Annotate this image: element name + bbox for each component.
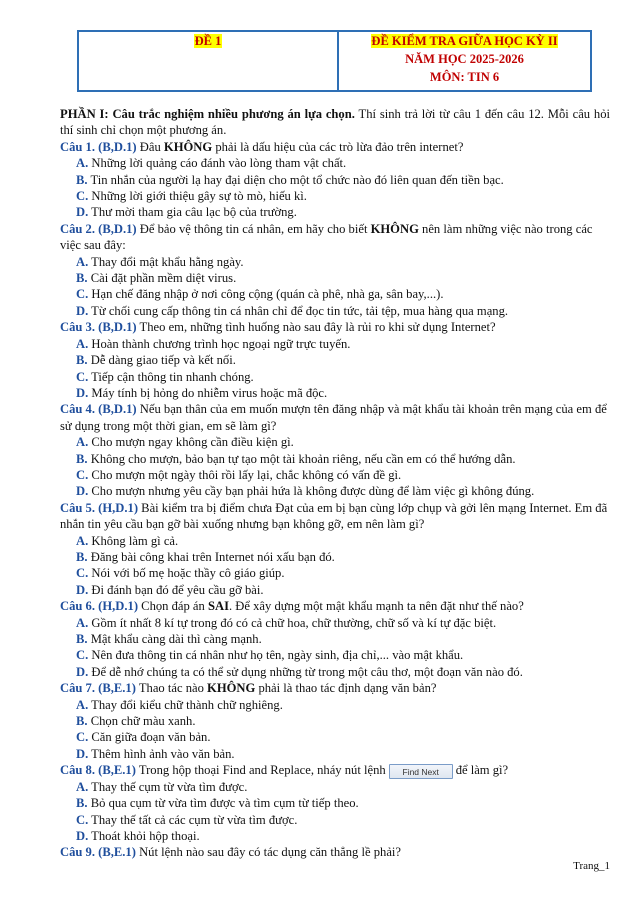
answer-option xyxy=(76,204,610,220)
option-letter: C. xyxy=(76,730,89,745)
answer-option xyxy=(76,352,610,368)
option-text: Thay thế tất cả các cụm từ vừa tìm được. xyxy=(91,812,298,827)
option-letter: D. xyxy=(76,746,89,761)
answer-option xyxy=(76,155,610,171)
exam-code: ĐỀ 1 xyxy=(194,34,222,48)
answer-option xyxy=(76,631,610,647)
option-text: Dễ dàng giao tiếp và kết nối. xyxy=(90,353,236,368)
option-text: Thay đổi mật khẩu hằng ngày. xyxy=(91,254,244,269)
option-letter: A. xyxy=(76,533,89,548)
question xyxy=(60,500,610,533)
option-text: Chọn chữ màu xanh. xyxy=(90,714,196,729)
option-text: Thay đổi kiểu chữ thành chữ nghiêng. xyxy=(91,697,283,712)
option-text: Bỏ qua cụm từ vừa tìm được và tìm cụm từ tiếp theo. xyxy=(90,796,359,811)
option-text: Những lời giới thiệu gây sự tò mò, hiếu kì. xyxy=(91,189,307,204)
question xyxy=(60,762,610,779)
question-keyword: SAI xyxy=(207,599,229,614)
answer-option xyxy=(76,172,610,188)
option-letter: A. xyxy=(76,697,89,712)
question-label: Câu 6. (H,D.1) xyxy=(60,599,139,614)
exam-title: ĐỀ KIỂM TRA GIỮA HỌC KỲ II xyxy=(371,34,558,48)
question-label: Câu 9. (B,E.1) xyxy=(60,845,136,860)
answer-option xyxy=(76,336,610,352)
option-text: Máy tính bị hỏng do nhiễm virus hoặc mã độc. xyxy=(91,385,328,400)
question xyxy=(60,401,610,434)
option-text: Hạn chế đăng nhập ở nơi công cộng (quán cà phê, nhà ga, sân bay,...). xyxy=(91,287,444,302)
answer-option xyxy=(76,664,610,680)
exam-content xyxy=(60,106,610,861)
answer-option xyxy=(76,713,610,729)
question-text: Đâu xyxy=(136,139,164,154)
option-letter: C. xyxy=(76,467,89,482)
answer-option xyxy=(76,697,610,713)
option-letter: A. xyxy=(76,779,89,794)
intro-paragraph xyxy=(60,106,610,139)
answer-option xyxy=(76,828,610,844)
option-text: Cho mượn nhưng yêu cầy bạn phải hứa là không được dùng để làm việc gì không đúng. xyxy=(91,484,535,499)
option-text: Mật khẩu càng dài thì càng mạnh. xyxy=(90,632,262,646)
option-text: Tiếp cận thông tin nhanh chóng. xyxy=(91,369,254,384)
question-keyword: KHÔNG xyxy=(370,221,419,236)
question xyxy=(60,680,610,696)
answer-option xyxy=(76,549,610,565)
answer-option xyxy=(76,286,610,302)
option-text: Căn giữa đoạn văn bản. xyxy=(91,730,211,745)
header-box xyxy=(77,30,592,92)
option-text: Đi đánh bạn đó để yêu cầu gỡ bài. xyxy=(91,582,264,597)
question-text-end: nên làm những việc nào trong các việc sau đây: xyxy=(60,221,593,253)
option-text: Thêm hình ảnh vào văn bản. xyxy=(91,746,235,761)
question-text: Nút lệnh nào sau đây có tác dụng căn thẳng lề phải? xyxy=(135,845,401,860)
option-letter: B. xyxy=(76,353,88,368)
question-text-end: để làm gì? xyxy=(455,763,509,778)
question-label: Câu 2. (B,D.1) xyxy=(60,221,137,236)
answer-option xyxy=(76,254,610,270)
intro-bold: PHẦN I: Câu trắc nghiệm nhiều phương án lựa chọn. xyxy=(60,107,355,121)
option-letter: A. xyxy=(76,435,89,450)
option-letter: B. xyxy=(76,451,88,466)
answer-option xyxy=(76,746,610,762)
option-letter: A. xyxy=(76,615,89,630)
answer-option xyxy=(76,795,610,811)
option-text: Từ chối cung cấp thông tin cá nhân chỉ để đọc tin tức, tải tệp, mua hàng qua mạng. xyxy=(91,303,509,318)
subject: MÔN: TIN 6 xyxy=(429,70,500,84)
option-text: Thư mời tham gia câu lạc bộ của trường. xyxy=(91,205,297,220)
answer-option xyxy=(76,812,610,828)
option-text: Cài đặt phần mềm diệt virus. xyxy=(90,271,237,286)
question-label: Câu 4. (B,D.1) xyxy=(60,402,137,417)
answer-option xyxy=(76,647,610,663)
question-text: Chọn đáp án xyxy=(138,599,208,614)
question-label: Câu 5. (H,D.1) xyxy=(60,500,139,515)
option-letter: C. xyxy=(76,566,89,581)
option-letter: D. xyxy=(76,303,89,318)
option-letter: B. xyxy=(76,172,88,187)
answer-option xyxy=(76,729,610,745)
option-letter: D. xyxy=(76,385,89,400)
answer-option xyxy=(76,270,610,286)
option-letter: D. xyxy=(76,829,89,844)
question-keyword: KHÔNG xyxy=(207,681,256,696)
answer-option xyxy=(76,615,610,631)
answer-option xyxy=(76,451,610,467)
option-text: Đăng bài công khai trên Internet nói xấu bạn đó. xyxy=(90,549,335,564)
answer-option xyxy=(76,467,610,483)
question xyxy=(60,598,610,614)
question-label: Câu 1. (B,D.1) xyxy=(60,139,137,154)
question xyxy=(60,844,610,860)
answer-option xyxy=(76,434,610,450)
option-letter: B. xyxy=(76,271,88,286)
option-text: Không làm gì cả. xyxy=(91,533,179,548)
question-keyword: KHÔNG xyxy=(163,139,213,154)
answer-option xyxy=(76,303,610,319)
question xyxy=(60,139,610,155)
answer-option xyxy=(76,533,610,549)
option-text: Gồm ít nhất 8 kí tự trong đó có cả chữ hoa, chữ thường, chữ số và kí tự đặc biệt. xyxy=(91,615,497,630)
option-letter: C. xyxy=(76,812,89,827)
question-text: Theo em, những tình huống nào sau đây là rủi ro khi sử dụng Internet? xyxy=(136,320,496,335)
option-letter: A. xyxy=(76,336,89,351)
answer-option xyxy=(76,385,610,401)
answer-option xyxy=(76,188,610,204)
question-text: Nếu bạn thân của em muốn mượn tên đăng nhập và mật khẩu tài khoản trên mạng của em để sử dụng trong một thời gian, em sẽ làm gì? xyxy=(60,402,607,433)
option-letter: C. xyxy=(76,369,89,384)
question xyxy=(60,221,610,254)
option-letter: B. xyxy=(76,549,88,564)
option-text: Tin nhắn của người lạ hay đại diện cho một tổ chức nào đó liên quan đến tiền bạc. xyxy=(90,172,504,187)
answer-option xyxy=(76,369,610,385)
question-label: Câu 7. (B,E.1) xyxy=(60,681,136,696)
option-letter: B. xyxy=(76,714,88,729)
option-text: Thoát khỏi hộp thoại. xyxy=(91,829,200,844)
option-text: Cho mượn một ngày thôi rồi lấy lại, chắc không có vấn đề gì. xyxy=(91,467,402,482)
answer-option xyxy=(76,565,610,581)
option-text: Những lời quảng cáo đánh vào lòng tham vật chất. xyxy=(91,156,347,171)
option-text: Nên đưa thông tin cá nhân như họ tên, ngày sinh, địa chỉ,... vào mật khẩu. xyxy=(91,648,464,663)
option-letter: A. xyxy=(76,254,89,269)
option-letter: C. xyxy=(76,648,89,663)
answer-option xyxy=(76,582,610,598)
option-text: Không cho mượn, bảo bạn tự tạo một tài khoản riêng, nếu cần em có thể hướng dẫn. xyxy=(90,451,516,466)
option-text: Để dễ nhớ chúng ta có thể sử dụng những từ trong một câu thơ, một đoạn văn nào đó. xyxy=(91,664,523,679)
option-text: Thay thế cụm từ vừa tìm được. xyxy=(91,779,248,794)
header-right xyxy=(339,32,590,90)
question-text-end: phải là thao tác định dạng văn bản? xyxy=(255,681,437,696)
answer-option xyxy=(76,779,610,795)
header-left xyxy=(79,32,339,90)
question-text: Bài kiểm tra bị điểm chưa Đạt của em bị bạn cùng lớp chụp và gởi lên mạng Internet. Em đã nhắn tin yêu cầu bạn gỡ bài xuống nhưng bạn không gỡ, em nên làm gì? xyxy=(60,500,608,532)
find-next-button: Find Next xyxy=(389,764,453,779)
option-text: Hoàn thành chương trình học ngoại ngữ trực tuyến. xyxy=(91,336,351,351)
question-text: Thao tác nào xyxy=(135,681,208,696)
option-letter: C. xyxy=(76,287,89,302)
option-letter: B. xyxy=(76,632,88,646)
intro-rest: Thí sinh trả lời từ câu 1 đến câu 12. Mỗi câu hỏi thí sinh chỉ chọn một phương án. xyxy=(60,107,611,138)
option-letter: A. xyxy=(76,156,89,171)
option-letter: D. xyxy=(76,582,89,597)
option-letter: C. xyxy=(76,189,89,204)
option-letter: D. xyxy=(76,484,89,499)
question-text: Trong hộp thoại Find and Replace, nháy nút lệnh xyxy=(135,763,386,778)
question-label: Câu 8. (B,E.1) xyxy=(60,763,136,778)
question-text-end: . Để xây dựng một mật khẩu mạnh ta nên đặt như thế nào? xyxy=(228,599,524,614)
option-letter: D. xyxy=(76,205,89,220)
question-text-end: phải là dấu hiệu của các trò lừa đảo trên internet? xyxy=(212,139,464,154)
option-text: Nói với bố mẹ hoặc thầy cô giáo giúp. xyxy=(91,566,285,581)
question-label: Câu 3. (B,D.1) xyxy=(60,320,137,335)
option-letter: B. xyxy=(76,796,88,811)
page-number: Trang_1 xyxy=(573,860,610,872)
question xyxy=(60,319,610,335)
question-text: Để bảo vệ thông tin cá nhân, em hãy cho biết xyxy=(136,221,371,236)
answer-option xyxy=(76,483,610,499)
option-text: Cho mượn ngay không cần điều kiện gì. xyxy=(91,435,294,450)
option-letter: D. xyxy=(76,664,89,679)
school-year: NĂM HỌC 2025-2026 xyxy=(405,52,524,66)
